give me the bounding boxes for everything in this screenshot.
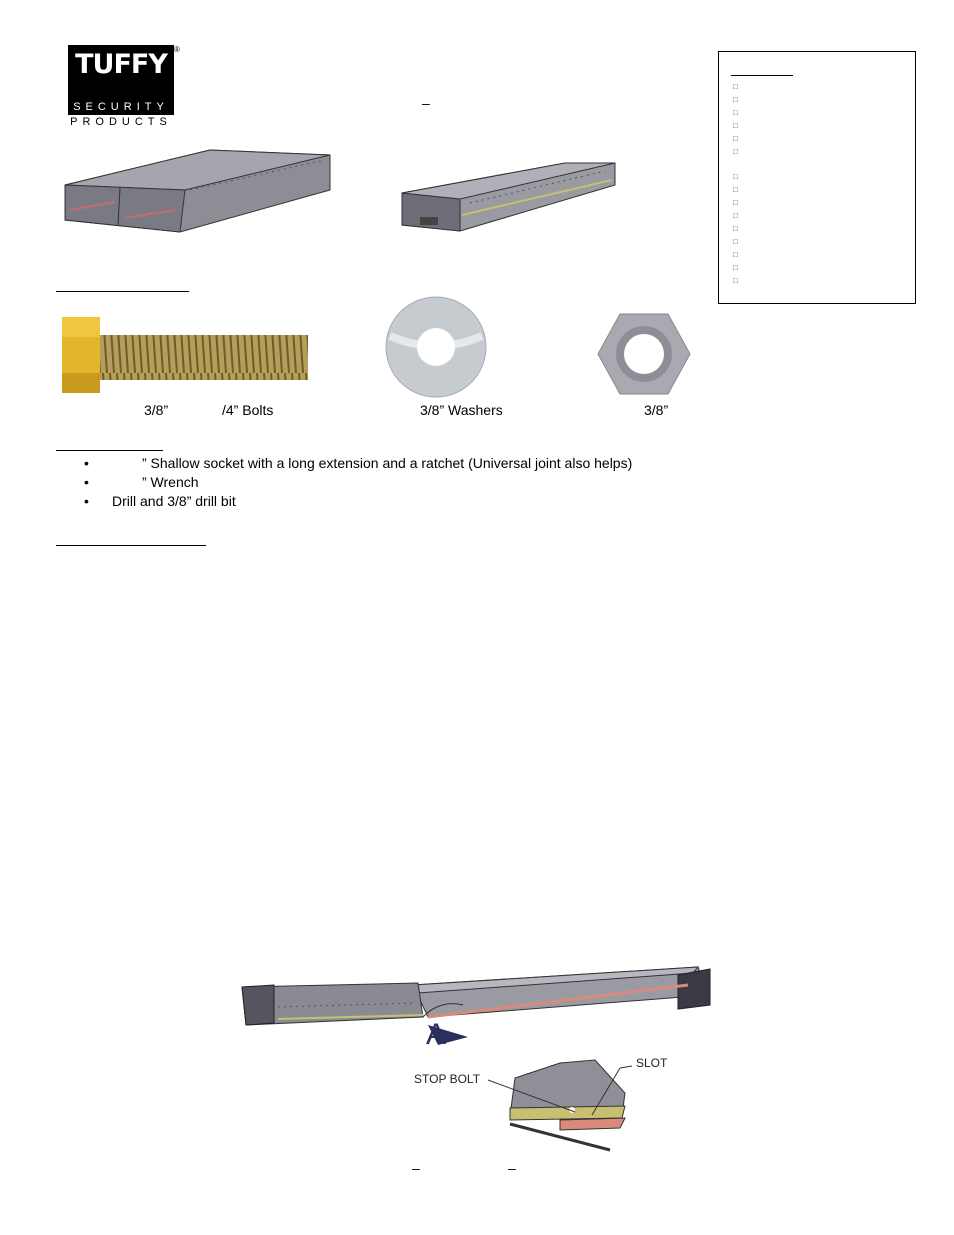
contents-heading-rule: [731, 75, 793, 76]
drawer-assembly-illustration: [238, 965, 718, 1065]
tool-item-text: ” Wrench: [142, 474, 199, 490]
checkbox-icon: □: [733, 198, 738, 207]
header-dash: –: [422, 95, 430, 111]
drawer-side-illustration: [400, 155, 620, 235]
checkbox-icon: □: [733, 172, 738, 181]
bullet-icon: •: [84, 474, 89, 490]
checkbox-icon: □: [733, 224, 738, 233]
checkbox-icon: □: [733, 250, 738, 259]
caption-dash: –: [508, 1160, 516, 1176]
logo-brand: TUFFY: [75, 49, 167, 80]
parts-heading-rule: [56, 291, 189, 292]
checkbox-icon: □: [733, 211, 738, 220]
washer-icon: [385, 296, 487, 398]
tool-item-text: Drill and 3/8” drill bit: [112, 493, 236, 509]
callout-leader-lines: [480, 1060, 640, 1120]
checkbox-icon: □: [733, 121, 738, 130]
stop-bolt-label: STOP BOLT: [414, 1072, 481, 1086]
logo-products: PRODUCTS: [70, 116, 172, 128]
bolts-label-suffix: /4” Bolts: [222, 402, 274, 418]
angle-label-a: A: [426, 1018, 447, 1051]
bolts-label-prefix: 3/8”: [144, 402, 169, 418]
bolt-icon: [60, 315, 312, 395]
checkbox-icon: □: [733, 108, 738, 117]
instructions-heading-rule: [56, 545, 206, 546]
checkbox-icon: □: [733, 185, 738, 194]
tool-item-text: ” Shallow socket with a long extension and a ratchet (Universal joint also helps): [142, 455, 633, 471]
washers-label: 3/8” Washers: [420, 402, 503, 418]
tools-heading-rule: [56, 450, 163, 451]
logo-registered-mark: ®: [174, 45, 180, 54]
bullet-icon: •: [84, 493, 89, 509]
caption-dash: –: [412, 1160, 420, 1176]
checkbox-icon: □: [733, 276, 738, 285]
checkbox-icon: □: [733, 82, 738, 91]
checkbox-icon: □: [733, 237, 738, 246]
checkbox-icon: □: [733, 134, 738, 143]
slot-label: SLOT: [636, 1056, 668, 1070]
drawer-open-top-illustration: [60, 140, 335, 240]
bullet-icon: •: [84, 455, 89, 471]
checkbox-icon: □: [733, 95, 738, 104]
nuts-label: 3/8”: [644, 402, 669, 418]
checkbox-icon: □: [733, 147, 738, 156]
logo-security: SECURITY: [73, 101, 169, 113]
contents-box: [718, 51, 916, 304]
nut-icon: [596, 312, 692, 396]
checkbox-icon: □: [733, 263, 738, 272]
tuffy-logo: [68, 45, 180, 130]
